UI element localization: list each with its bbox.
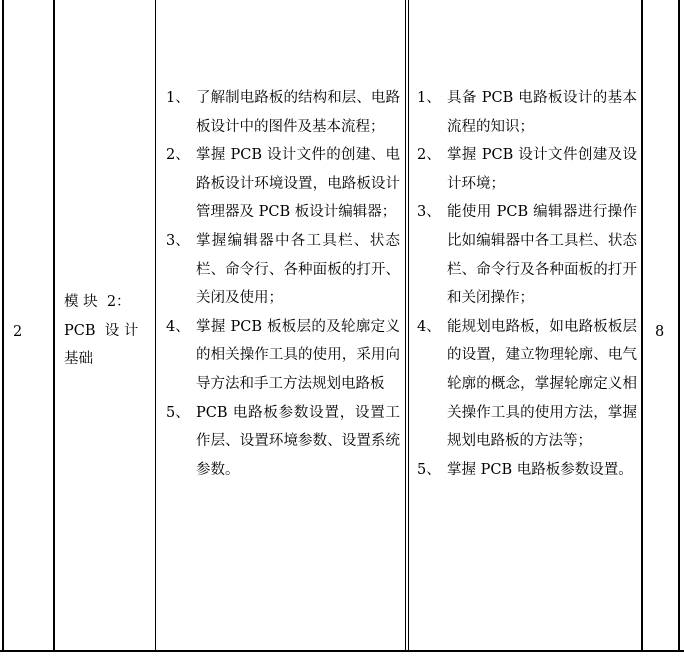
knowledge-objectives-list — [166, 84, 400, 484]
list-item-text: 了解制电路板的结构和层、电路板设计中的图件及基本流程； — [196, 90, 400, 135]
list-item — [166, 227, 400, 313]
table-border-right — [678, 0, 680, 652]
list-item — [166, 141, 400, 227]
list-item-index: 1、 — [166, 90, 190, 106]
column-divider-3b — [408, 0, 409, 652]
list-item-index: 4、 — [417, 318, 441, 335]
column-divider-1 — [53, 0, 55, 652]
list-item-text: 掌握 PCB 板板层的及轮廓定义的相关操作工具的使用，采用向导方法和手工方法规划电路板 — [196, 318, 400, 392]
skill-objectives-list — [417, 84, 637, 484]
list-item-text: 掌握 PCB 设计文件的创建、电路板设计环境设置，电路板设计管理器及 PCB 板设计编辑器； — [196, 147, 400, 221]
list-item-text: 能使用 PCB 编辑器进行操作比如编辑器中各工具栏、状态栏、命令行及各种面板的打开和关闭操作； — [447, 204, 637, 307]
module-name-line-2: PCB 设 计 — [64, 322, 139, 339]
list-item-text: 掌握 PCB 设计文件创建及设计环境； — [447, 147, 637, 192]
list-item-index: 4、 — [166, 318, 190, 335]
list-item — [417, 141, 637, 198]
list-item-index: 3、 — [166, 232, 190, 249]
list-item-index: 3、 — [417, 204, 441, 221]
list-item — [166, 313, 400, 399]
list-item-text: 掌握编辑器中各工具栏、状态栏、命令行、各种面板的打开、关闭及使用； — [196, 232, 400, 307]
list-item-index: 2、 — [417, 147, 441, 164]
list-item-index: 1、 — [417, 90, 441, 106]
list-item — [417, 313, 637, 456]
list-item — [166, 84, 400, 141]
module-name-line-3: 基础 — [64, 351, 93, 368]
module-name-line-1: 模 块 2： — [64, 294, 131, 310]
list-item — [417, 198, 637, 312]
list-item-index: 5、 — [417, 461, 441, 478]
list-item-text: PCB 电路板参数设置，设置工作层、设置环境参数、设置系统参数。 — [196, 404, 400, 478]
list-item — [166, 399, 400, 485]
module-name — [64, 288, 150, 374]
list-item — [417, 456, 637, 485]
table-border-bottom — [0, 650, 684, 652]
column-divider-2 — [155, 0, 156, 652]
list-item-index: 2、 — [166, 147, 190, 164]
table-border-left — [2, 0, 4, 652]
row-number: 2 — [13, 324, 23, 340]
class-hours: 8 — [655, 324, 665, 340]
column-divider-4 — [641, 0, 643, 652]
list-item-text: 掌握 PCB 电路板参数设置。 — [447, 461, 633, 478]
list-item-index: 5、 — [166, 404, 190, 421]
list-item-text: 具备 PCB 电路板设计的基本流程的知识； — [447, 90, 637, 135]
list-item — [417, 84, 637, 141]
list-item-text: 能规划电路板，如电路板板层的设置，建立物理轮廓、电气轮廓的概念，掌握轮廓定义相关操作工具的使用方法，掌握规划电路板的方法等； — [447, 318, 637, 450]
column-divider-3 — [405, 0, 406, 652]
